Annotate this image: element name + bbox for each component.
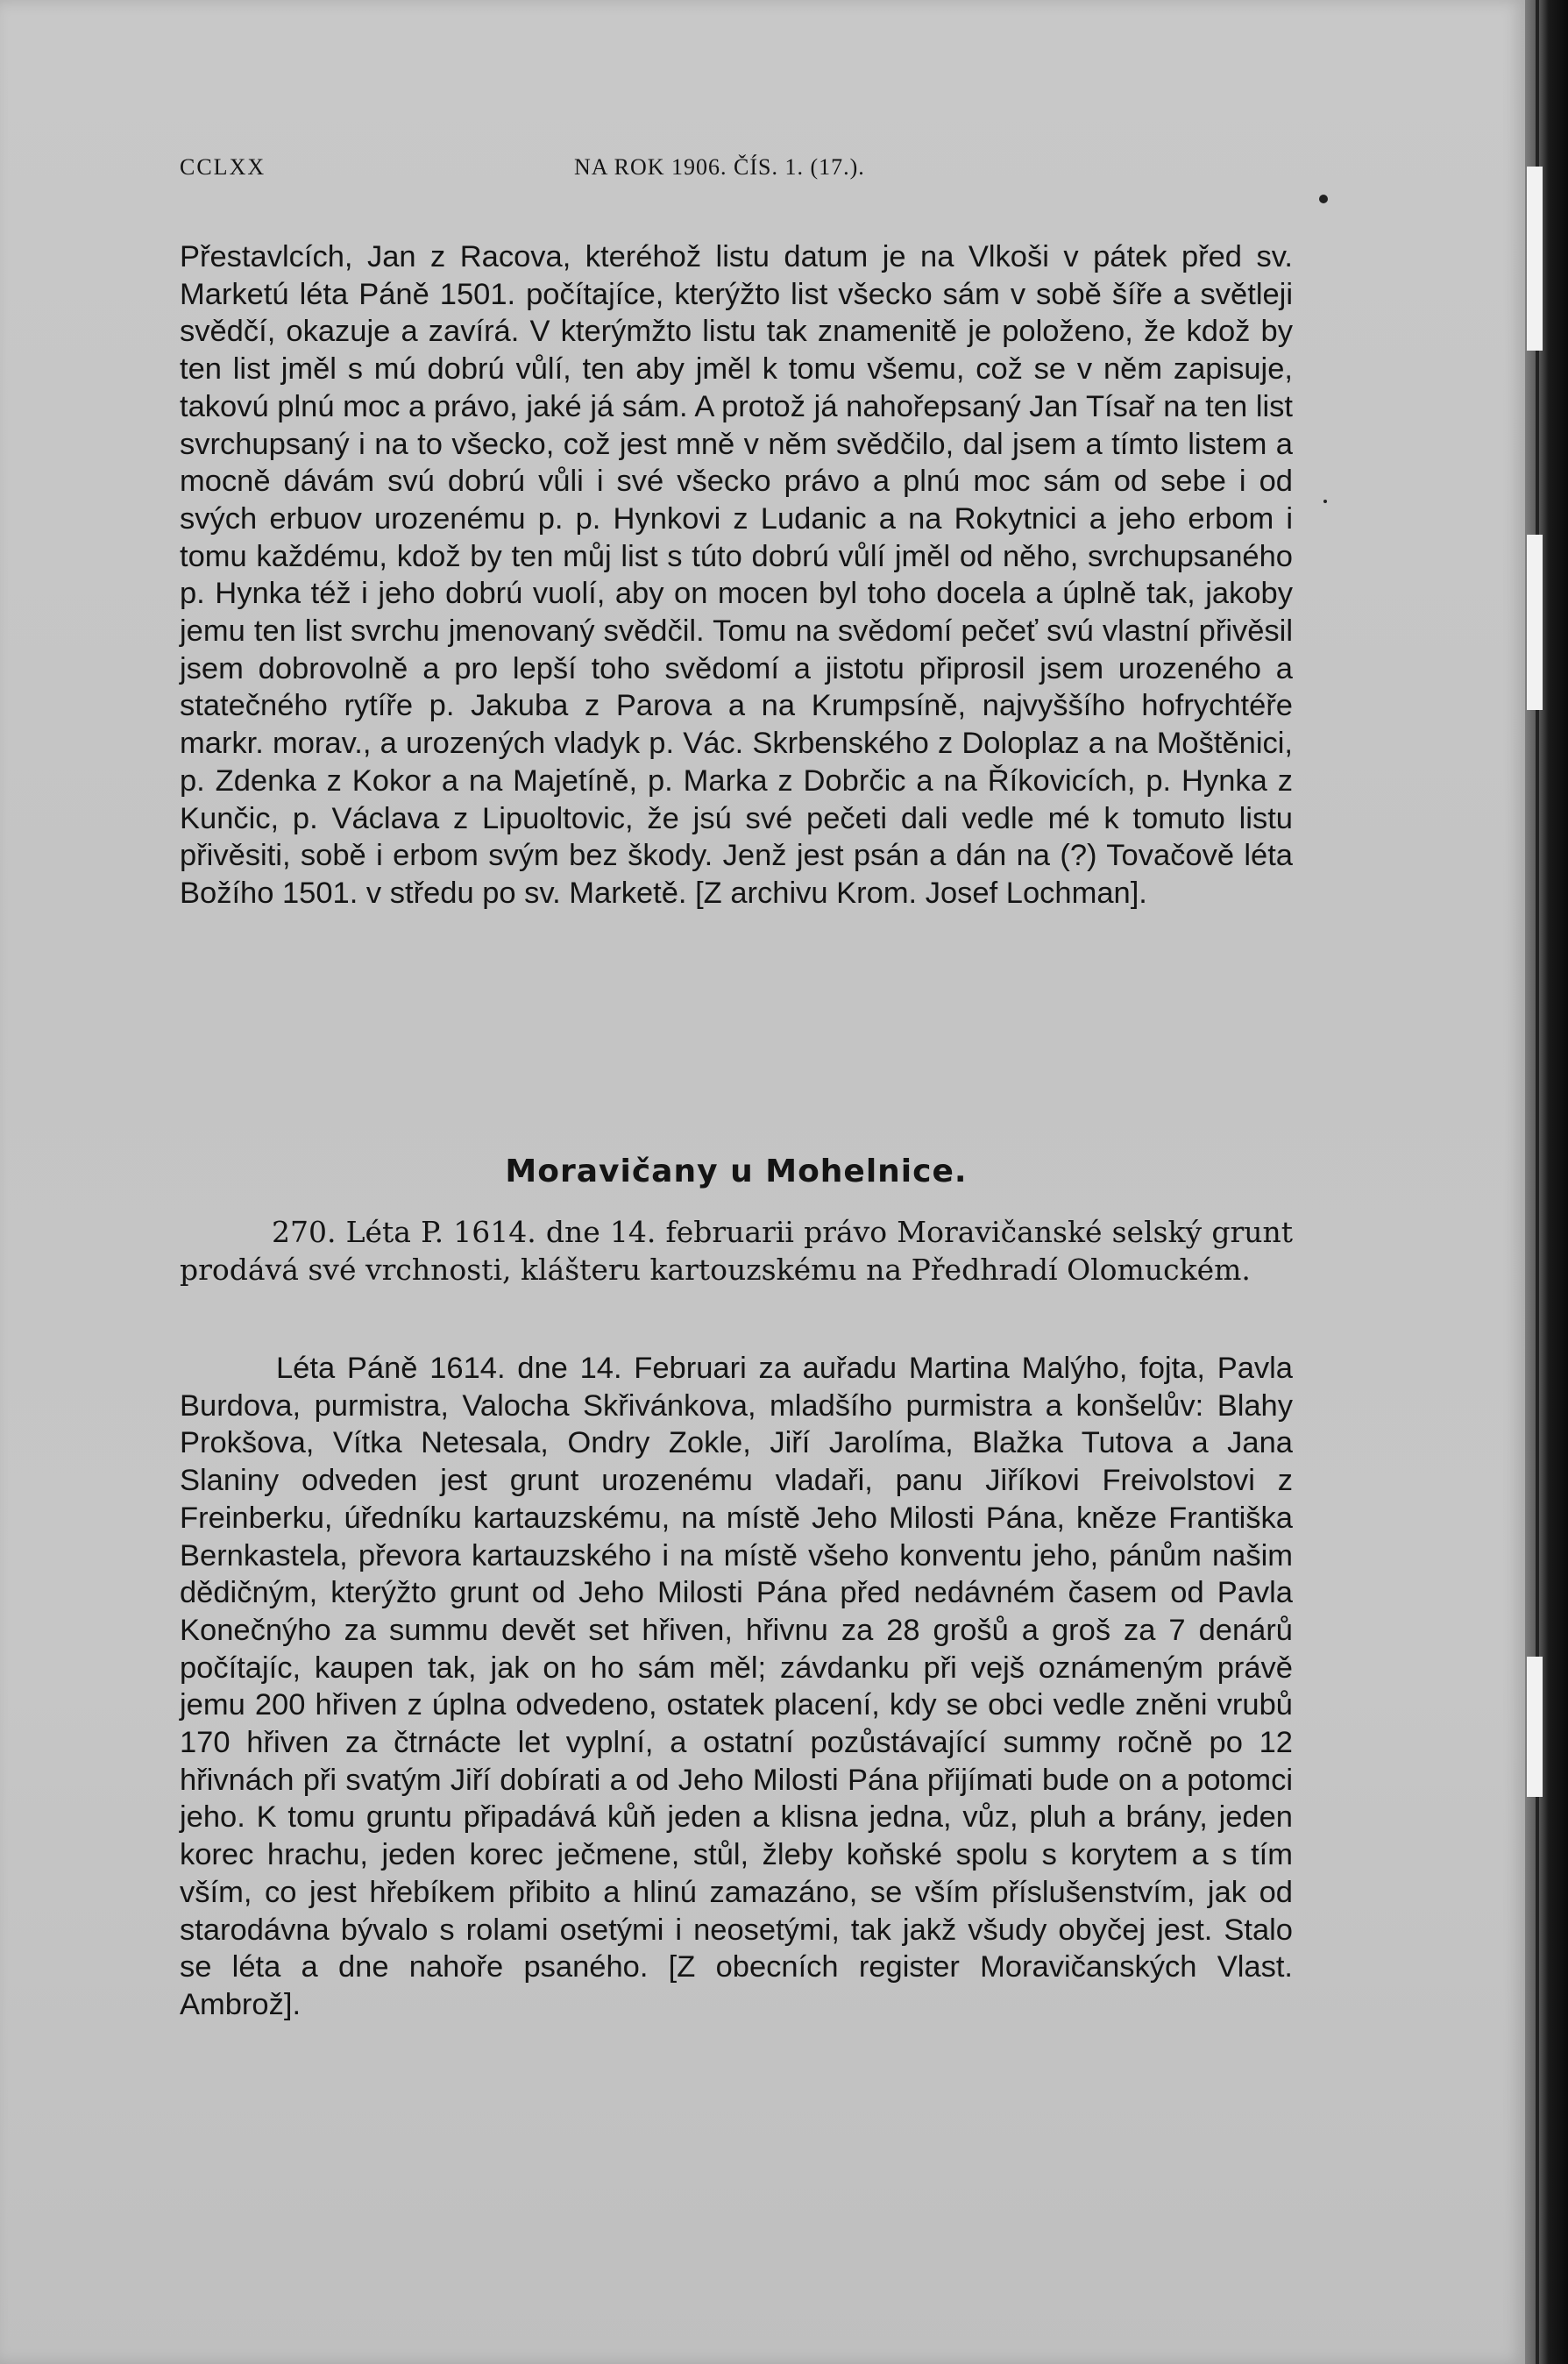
running-title: NA ROK 1906. ČÍS. 1. (17.). [574,154,865,180]
paragraph-2: Léta Páně 1614. dne 14. Februari za auřadu Martina Malýho, fojta, Pavla Burdova, purmistra, Valocha Skřivánkova, mladšího purmistra a konšelův: Blahy Prokšova, Vítka Netesala, Ondry Zokle, Jiří Jarolíma, Blažka Tutova a Jana Slaniny odveden jest grunt urozenému vladaři, panu Jiříkovi Freivolstovi z Freinberku, úředníku kartauzskému, na místě Jeho Milosti Pána, kněze Františka Bernkastela, převora kartauzského i na místě všeho konventu jeho, pánům našim dědičným, kterýžto grunt od Jeho Milosti Pána před nedávném časem od Pavla Konečnýho za summu devět set hřiven, hřivnu za 28 grošů a groš za 7 denárů počítajíc, kaupen tak, jak on ho sám měl; závdanku při vejš oznámeným právě jemu 200 hřiven z úplna odvedeno, ostatek placení, kdy se obci vedle zněni vrubů 170 hřiven za čtrnácte let vyplní, a ostatní pozůstávající summy ročně po 12 hřivnách při svatým Jiří dobírati a od Jeho Milosti Pána přijímati bude on a potomci jeho. K tomu gruntu připadává kůň jeden a klisna jedna, vůz, pluh a brány, jeden korec hrachu, jeden korec ječmene, stůl, žleby koňské spolu s korytem a s tím vším, co jest hřebíkem přibito a hlinú zamazáno, se vším příslušenstvím, jak od starodávna bývalo s rolami osetými i neosetými, tak jakž všudy obyčej jest. Stalo se léta a dne nahoře psaného. [Z obecních register Moravičanských Vlast. Ambrož]. [180,1352,1293,2021]
paragraph-1: Přestavlcích, Jan z Racova, kteréhož listu datum je na Vlkoši v pátek před sv. Marketú léta Páně 1501. počítajíce, kterýžto list všecko sám v sobě šíře a světleji svědčí, okazuje a zavírá. V kterýmžto listu tak znamenitě je položeno, že kdož by ten list jměl s mú dobrú vůlí, ten aby jměl k tomu všemu, což se v něm zapisuje, takovú plnú moc a právo, jaké já sám. A protož já nahořepsaný Jan Tísař na ten list svrchupsaný i na to všecko, což jest mně v něm svědčilo, dal jsem a tímto listem a mocně dávám svú dobrú vůli i své všecko právo a plnú moc sám od sebe i od svých erbuov urozenému p. p. Hynkovi z Ludanic a na Rokytnici a jeho erbom i tomu každému, kdož by ten můj list s túto dobrú vůlí jměl od něho, svrchupsaného p. Hynka též i jeho dobrú vuolí, aby on mocen byl toho docela a úplně tak, jakoby jemu ten list svrchu jmenovaný svědčil. Tomu na svědomí pečeť svú vlastní přivěsil jsem dobrovolně a pro lepší toho svědomí a jistotu připrosil jsem urozeného a statečného rytíře p. Jakuba z Parova a na Krumpsíně, najvyššího hofrychtéře markr. morav., a urozených vladyk p. Vác. Skrbenského z Doloplaz a na Moštěnici, p. Zdenka z Kokor a na Majetíně, p. Marka z Dobrčic a na Říkovicích, p. Hynka z Kunčic, p. Václava z Lipuoltovic, že jsú své pečeti dali vedle mé k tomuto listu přivěsiti, sobě i erbom svým bez škody. Jenž jest psán a dán na (?) Tovačově léta Božího 1501. v středu po sv. Marketě. [Z archivu Krom. Josef Lochman]. [180,240,1293,910]
entry-summary: 270. Léta P. 1614. dne 14. februarii právo Moravičanské selský grunt prodává své vrchnosti, klášteru kartouzskému na Předhradí Olomuckém. [180,1215,1293,1287]
page-edge-marks [1527,167,1544,1832]
folio-number: CCLXX [180,154,266,180]
ink-speck [1319,195,1328,203]
ink-speck [1323,500,1327,503]
section-heading: Moravičany u Mohelnice. [505,1154,968,1189]
page-header [180,154,1302,181]
